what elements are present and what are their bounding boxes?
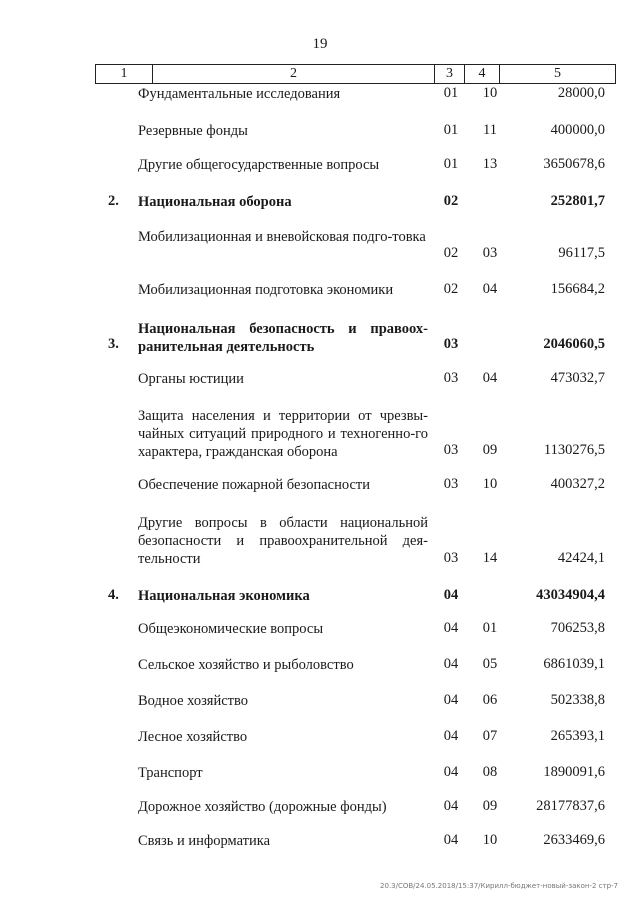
row-section-code: 04 — [443, 764, 459, 780]
row-amount: 1890091,6 — [543, 764, 605, 780]
row-section-code: 04 — [443, 798, 459, 814]
row-amount: 96117,5 — [558, 245, 605, 261]
row-section-code: 01 — [443, 122, 459, 138]
row-name: Национальная экономика — [138, 588, 310, 604]
row-subsection-code: 07 — [482, 728, 498, 744]
page-number: 19 — [312, 36, 328, 52]
row-name: Обеспечение пожарной безопасности — [138, 477, 371, 493]
row-subsection-code: 13 — [482, 156, 498, 172]
row-subsection-code: 09 — [482, 442, 498, 458]
row-number: 3. — [108, 336, 119, 352]
row-name: Мобилизационная и вневойсковая подго-товка — [138, 229, 426, 245]
header-col-4: 4 — [464, 64, 500, 84]
row-name: Сельское хозяйство и рыболовство — [138, 657, 354, 673]
row-amount: 2046060,5 — [543, 336, 605, 352]
row-section-code: 01 — [443, 156, 459, 172]
row-subsection-code: 05 — [482, 656, 498, 672]
row-amount: 473032,7 — [550, 370, 605, 386]
row-subsection-code: 08 — [482, 764, 498, 780]
row-subsection-code: 11 — [483, 122, 497, 138]
row-name: Фундаментальные исследования — [138, 86, 341, 102]
footer-stamp: 20.3/СОВ/24.05.2018/15:37/Кирилл-бюджет-новый-закон-2 стр-7 — [380, 882, 618, 890]
row-section-code: 03 — [443, 370, 459, 386]
row-section-code: 03 — [443, 336, 459, 352]
row-name: Другие общегосударственные вопросы — [138, 157, 380, 173]
row-subsection-code: 14 — [482, 550, 498, 566]
row-name: Дорожное хозяйство (дорожные фонды) — [138, 799, 387, 815]
row-name: Связь и информатика — [138, 833, 271, 849]
header-col-5: 5 — [499, 64, 616, 84]
row-number: 2. — [108, 193, 119, 209]
row-amount: 400327,2 — [550, 476, 605, 492]
row-amount: 706253,8 — [550, 620, 605, 636]
row-amount: 252801,7 — [550, 193, 605, 209]
row-amount: 2633469,6 — [543, 832, 605, 848]
row-amount: 1130276,5 — [543, 442, 605, 458]
row-subsection-code: 10 — [482, 476, 498, 492]
row-subsection-code: 06 — [482, 692, 498, 708]
row-subsection-code: 04 — [482, 281, 498, 297]
row-amount: 3650678,6 — [543, 156, 605, 172]
row-name: Органы юстиции — [138, 371, 244, 387]
row-subsection-code: 09 — [482, 798, 498, 814]
row-name: Мобилизационная подготовка экономики — [138, 282, 394, 298]
table-header — [95, 64, 616, 84]
row-subsection-code: 10 — [482, 85, 498, 101]
row-section-code: 04 — [443, 728, 459, 744]
row-section-code: 01 — [443, 85, 459, 101]
row-subsection-code: 01 — [482, 620, 498, 636]
row-subsection-code: 10 — [482, 832, 498, 848]
header-col-1: 1 — [95, 64, 153, 84]
row-section-code: 02 — [443, 193, 459, 209]
row-section-code: 04 — [443, 587, 459, 603]
row-amount: 400000,0 — [550, 122, 605, 138]
row-amount: 502338,8 — [550, 692, 605, 708]
header-col-2: 2 — [152, 64, 435, 84]
row-number: 4. — [108, 587, 119, 603]
row-amount: 6861039,1 — [543, 656, 605, 672]
row-section-code: 03 — [443, 550, 459, 566]
row-section-code: 04 — [443, 656, 459, 672]
row-amount: 28000,0 — [557, 85, 605, 101]
row-amount: 156684,2 — [550, 281, 605, 297]
row-name: Общеэкономические вопросы — [138, 621, 324, 637]
row-name: Резервные фонды — [138, 123, 248, 139]
row-name: Водное хозяйство — [138, 693, 249, 709]
row-amount: 28177837,6 — [536, 798, 605, 814]
row-section-code: 04 — [443, 832, 459, 848]
row-amount: 42424,1 — [557, 550, 605, 566]
row-name: Другие вопросы в области национальной безопасности и правоохранительной дея-тельности — [138, 515, 428, 567]
row-name: Национальная оборона — [138, 194, 292, 210]
row-section-code: 03 — [443, 476, 459, 492]
row-amount: 265393,1 — [550, 728, 605, 744]
row-name: Защита населения и территории от чрезвы-чайных ситуаций природного и техногенно-го характера, гражданская оборона — [138, 408, 428, 460]
row-name: Транспорт — [138, 765, 203, 781]
row-section-code: 03 — [443, 442, 459, 458]
row-amount: 43034904,4 — [536, 587, 605, 603]
row-subsection-code: 03 — [482, 245, 498, 261]
row-name: Национальная безопасность и правоох-ранительная деятельность — [138, 321, 428, 355]
header-col-3: 3 — [434, 64, 465, 84]
row-name: Лесное хозяйство — [138, 729, 248, 745]
row-subsection-code: 04 — [482, 370, 498, 386]
row-section-code: 02 — [443, 281, 459, 297]
row-section-code: 04 — [443, 692, 459, 708]
row-section-code: 04 — [443, 620, 459, 636]
row-section-code: 02 — [443, 245, 459, 261]
